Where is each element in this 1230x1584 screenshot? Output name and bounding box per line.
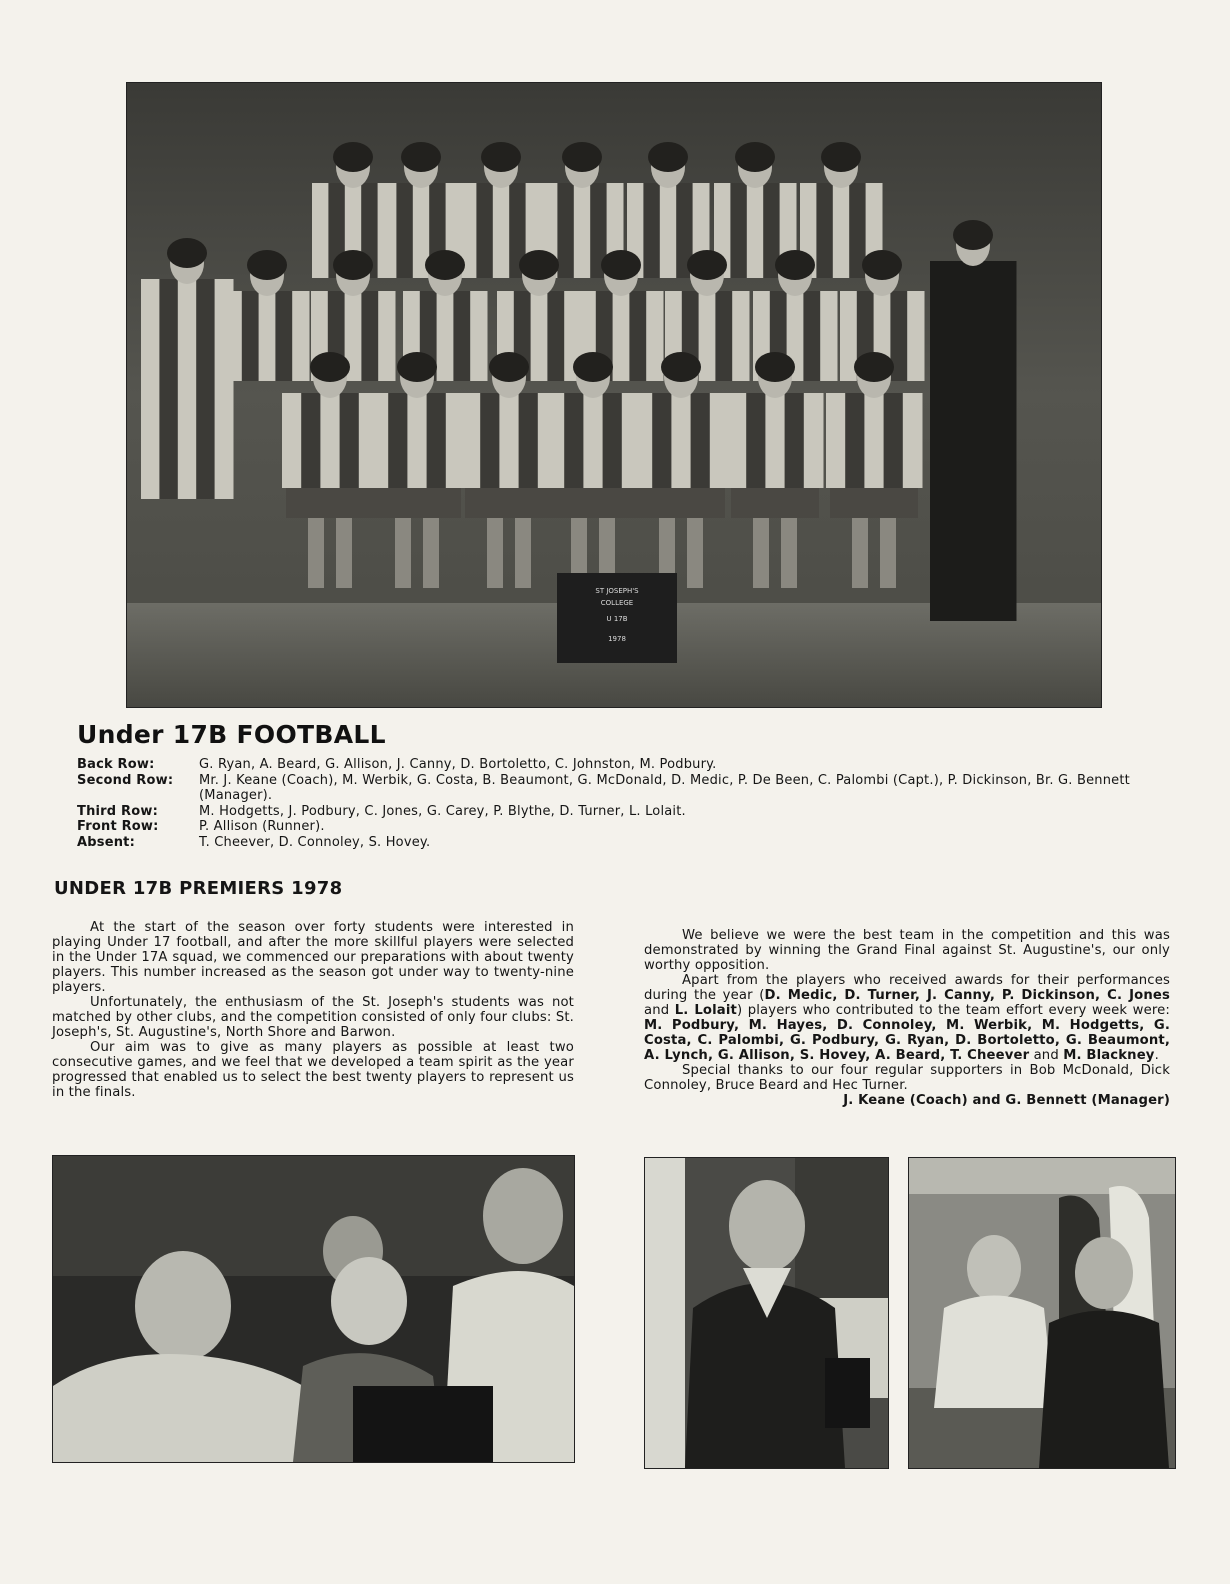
caption-row-second [77, 773, 1177, 804]
article-column-left [52, 920, 574, 1100]
team-photo [126, 82, 1102, 708]
changeroom-photo [908, 1157, 1176, 1469]
team-banner [557, 573, 677, 663]
students-photo [52, 1155, 575, 1463]
banner-line-1: ST JOSEPH'S [595, 587, 639, 595]
caption-text: Mr. J. Keane (Coach), M. Werbik, G. Costa, B. Beaumont, G. McDonald, D. Medic, P. De Been, C. Palombi (Capt.), P. Dickinson, Br. G. Bennett (Manager). [199, 772, 1130, 803]
caption-label: Third Row: [77, 803, 158, 819]
contributor-names: M. Podbury, M. Hayes, D. Connoley, M. Werbik, M. Hodgetts, G. Costa, C. Palombi, G. Podbury, G. Ryan, D. Bortoletto, G. Beaumont, A. Lynch, G. Allison, S. Hovey, A. Beard, T. Cheever [644, 1018, 1170, 1063]
contributor-names: M. Blackney [1063, 1048, 1155, 1063]
banner-line-3: U 17B [606, 615, 628, 623]
coach-photo-image [645, 1158, 888, 1468]
page-heading: Under 17B FOOTBALL [77, 720, 386, 749]
text-run: and [644, 1003, 675, 1018]
banner-line-4: 1978 [608, 635, 626, 643]
article-paragraph: Unfortunately, the enthusiasm of the St. Joseph's students was not matched by other clubs, and the competition consisted of only four clubs: St. Joseph's, St. Augustine's, North Shore and Barwon. [52, 995, 574, 1040]
caption-text: P. Allison (Runner). [199, 819, 325, 834]
text-run: . [1154, 1048, 1159, 1063]
team-photo-image [127, 83, 1101, 707]
banner-line-2: COLLEGE [600, 599, 634, 607]
caption-text: T. Cheever, D. Connoley, S. Hovey. [199, 834, 431, 850]
caption-row-back [77, 757, 1177, 773]
caption-text: G. Ryan, A. Beard, G. Allison, J. Canny, D. Bortoletto, C. Johnston, M. Podbury. [199, 757, 717, 772]
article-column-right [644, 928, 1170, 1108]
caption-row-absent [77, 835, 1177, 851]
caption-row-third [77, 804, 1177, 820]
award-names: D. Medic, D. Turner, J. Canny, P. Dickinson, C. Jones [764, 988, 1170, 1003]
students-photo-image [53, 1156, 574, 1462]
coach-photo [644, 1157, 889, 1469]
caption-label: Second Row: [77, 772, 174, 788]
text-run: Apart from the players who received awards for their performances during the year ( [644, 973, 1170, 1003]
article-paragraph: We believe we were the best team in the competition and this was demonstrated by winning the Grand Final against St. Augustine's, our only worthy opposition. [644, 928, 1170, 973]
article-paragraph: At the start of the season over forty students were interested in playing Under 17 football, and after the more skillful players were selected in the Under 17A squad, we commenced our preparations with about twenty players. This number increased as the season got under way to twenty-nine players. [52, 920, 574, 995]
text-run: and [1029, 1048, 1064, 1063]
article-subheading: UNDER 17B PREMIERS 1978 [54, 878, 343, 899]
caption-label: Front Row: [77, 819, 159, 834]
article-paragraph: Special thanks to our four regular supporters in Bob McDonald, Dick Connoley, Bruce Beard and Hec Turner. [644, 1063, 1170, 1093]
article-paragraph: Our aim was to give as many players as possible at least two consecutive games, and we feel that we developed a team spirit as the year progressed that enabled us to select the best twenty players to represent us in the finals. [52, 1040, 574, 1100]
changeroom-photo-image [909, 1158, 1175, 1468]
player-figure [930, 220, 1017, 621]
award-names: L. Lolait [674, 1003, 737, 1018]
caption-label: Absent: [77, 834, 135, 850]
signature: J. Keane (Coach) and G. Bennett (Manager) [843, 1093, 1170, 1108]
team-caption [77, 757, 1177, 850]
text-run: ) players who contributed to the team effort every week were: [736, 1003, 1171, 1018]
caption-label: Back Row: [77, 757, 155, 772]
caption-text: M. Hodgetts, J. Podbury, C. Jones, G. Carey, P. Blythe, D. Turner, L. Lolait. [199, 803, 686, 819]
caption-row-front [77, 819, 1177, 835]
article-paragraph-awards [644, 973, 1170, 1063]
